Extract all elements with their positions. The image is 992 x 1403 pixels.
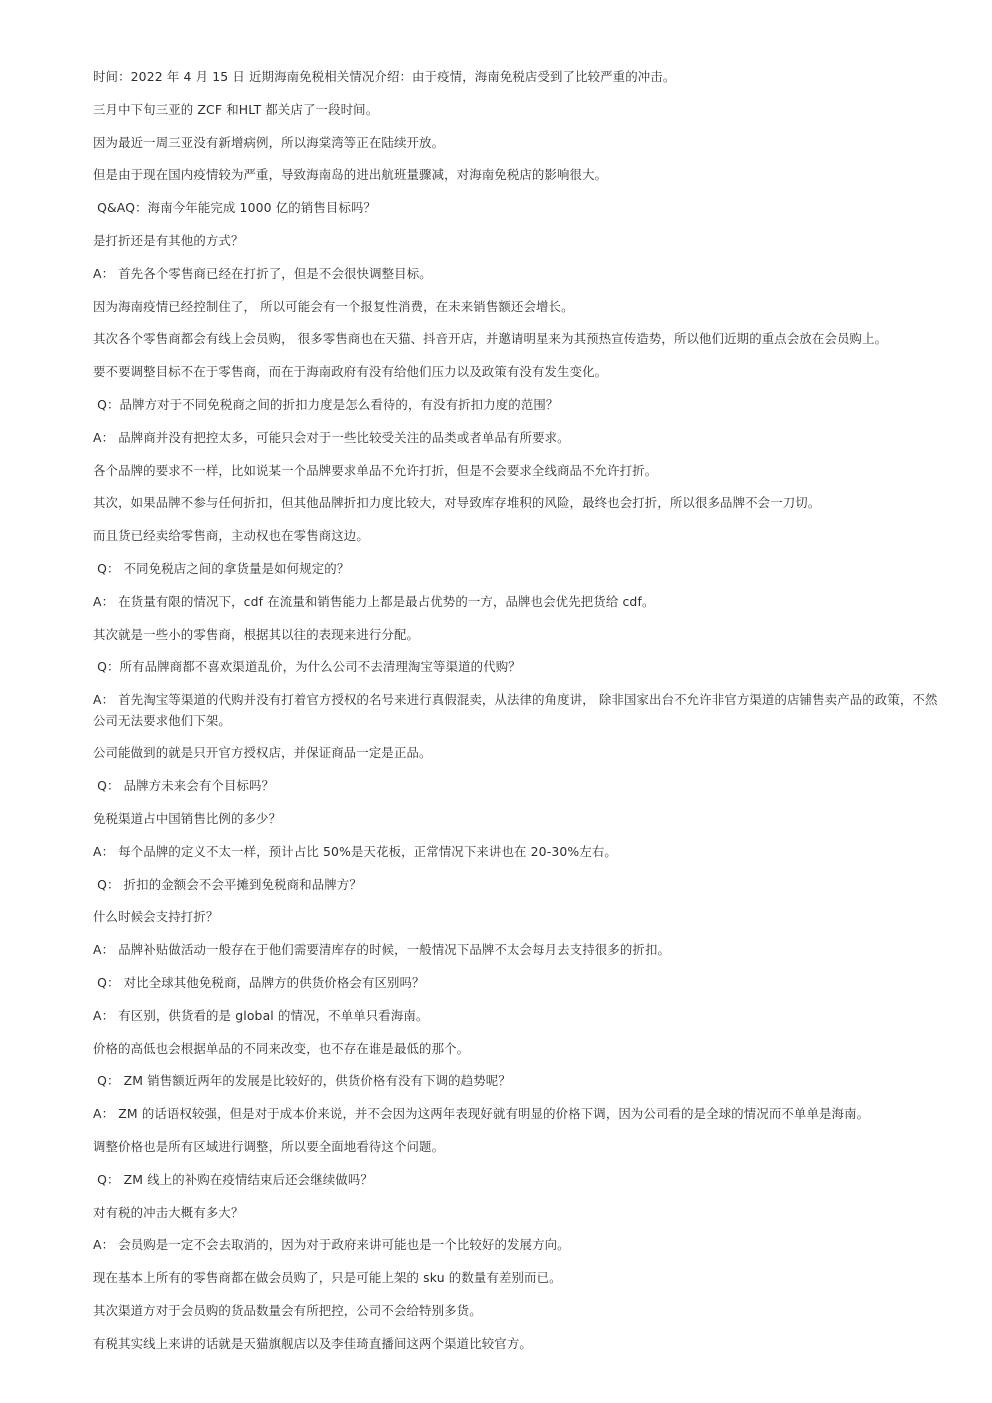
paragraph: Q&AQ：海南今年能完成 1000 亿的销售目标吗？ (93, 200, 377, 216)
paragraph: 其次就是一些小的零售商，根据其以往的表现来进行分配。 (93, 626, 420, 642)
paragraph: 调整价格也是所有区域进行调整，所以要全面地看待这个问题。 (93, 1139, 445, 1154)
paragraph: A： 首先各个零售商已经在打折了，但是不会很快调整目标。 (93, 265, 432, 281)
paragraph: 而且货已经卖给零售商，主动权也在零售商这边。 (93, 528, 369, 544)
paragraph: 对有税的冲击大概有多大？ (93, 1204, 244, 1220)
paragraph: Q： 折扣的金额会不会平摊到免税商和品牌方？ (93, 876, 362, 892)
paragraph: Q： ZM 销售额近两年的发展是比较好的，供货价格有没有下调的趋势呢？ (93, 1073, 511, 1089)
paragraph: A： 在货量有限的情况下，cdf 在流量和销售能力上都是最占优势的一方，品牌也会优先把货给 cdf。 (93, 593, 655, 609)
paragraph: Q：所有品牌商都不喜欢渠道乱价，为什么公司不去清理淘宝等渠道的代购？ (93, 659, 521, 675)
paragraph: 免税渠道占中国销售比例的多少？ (93, 811, 282, 827)
paragraph: A： 首先淘宝等渠道的代购并没有打着官方授权的名号来进行真假混卖，从法律的角度讲， 除非国家出台不允许非官方渠道的店铺售卖产品的政策，不然公司无法要求他们下架。 (93, 692, 938, 728)
paragraph: 三月中下旬三亚的 ZCF 和HLT 都关店了一段时间。 (93, 101, 379, 117)
paragraph: A： 有区别，供货看的是 global 的情况，不单单只看海南。 (93, 1007, 429, 1023)
paragraph: A： 品牌补贴做活动一般存在于他们需要清库存的时候，一般情况下品牌不太会每月去支持很多的折扣。 (93, 942, 671, 958)
paragraph: Q： 不同免税店之间的拿货量是如何规定的？ (93, 560, 350, 576)
paragraph: 是打折还是有其他的方式？ (93, 232, 244, 248)
paragraph: A： ZM 的话语权较强，但是对于成本价来说，并不会因为这两年表现好就有明显的价格下调，因为公司看的是全球的情况而不单单是海南。 (93, 1106, 870, 1122)
paragraph: Q： 品牌方未来会有个目标吗？ (93, 778, 275, 794)
paragraph: 其次渠道方对于会员购的货品数量会有所把控，公司不会给特别多货。 (93, 1302, 482, 1318)
paragraph: 其次各个零售商都会有线上会员购， 很多零售商也在天猫、抖音开店，并邀请明星来为其预热宣传造势，所以他们近期的重点会放在会员购上。 (93, 331, 888, 347)
paragraph: 时间：2022 年 4 月 15 日 近期海南免税相关情况介绍：由于疫情，海南免税店受到了比较严重的冲击。 (93, 69, 676, 84)
paragraph: Q：品牌方对于不同免税商之间的折扣力度是怎么看待的，有没有折扣力度的范围？ (93, 396, 559, 412)
paragraph: 其次，如果品牌不参与任何折扣，但其他品牌折扣力度比较大，对导致库存堆积的风险，最终也会打折，所以很多品牌不会一刀切。 (93, 495, 821, 511)
paragraph: 因为海南疫情已经控制住了， 所以可能会有一个报复性消费，在未来销售额还会增长。 (93, 298, 574, 314)
paragraph: 有税其实线上来讲的话就是天猫旗舰店以及李佳琦直播间这两个渠道比较官方。 (93, 1335, 532, 1351)
paragraph: A： 每个品牌的定义不太一样，预计占比 50%是天花板，正常情况下来讲也在 20-30%左右。 (93, 843, 617, 859)
paragraph: 因为最近一周三亚没有新增病例，所以海棠湾等正在陆续开放。 (93, 134, 445, 150)
paragraph: 什么时候会支持打折？ (93, 909, 219, 925)
paragraph: 现在基本上所有的零售商都在做会员购了，只是可能上架的 sku 的数量有差别而已。 (93, 1270, 562, 1286)
paragraph: 公司能做到的就是只开官方授权店，并保证商品一定是正品。 (93, 745, 432, 761)
paragraph: 各个品牌的要求不一样，比如说某一个品牌要求单品不允许打折，但是不会要求全线商品不允许打折。 (93, 462, 658, 478)
paragraph: A： 品牌商并没有把控太多，可能只会对于一些比较受关注的品类或者单品有所要求。 (93, 429, 570, 445)
paragraph: 价格的高低也会根据单品的不同来改变，也不存在谁是最低的那个。 (93, 1040, 470, 1056)
paragraph: 要不要调整目标不在于零售商，而在于海南政府有没有给他们压力以及政策有没有发生变化。 (93, 364, 608, 380)
paragraph: A： 会员购是一定不会去取消的，因为对于政府来讲可能也是一个比较好的发展方向。 (93, 1237, 570, 1253)
paragraph: Q： ZM 线上的补购在疫情结束后还会继续做吗？ (93, 1171, 373, 1187)
document-body (93, 67, 938, 1367)
paragraph: Q： 对比全球其他免税商，品牌方的供货价格会有区别吗？ (93, 975, 425, 991)
paragraph: 但是由于现在国内疫情较为严重，导致海南岛的进出航班量骤减，对海南免税店的影响很大。 (93, 167, 608, 183)
